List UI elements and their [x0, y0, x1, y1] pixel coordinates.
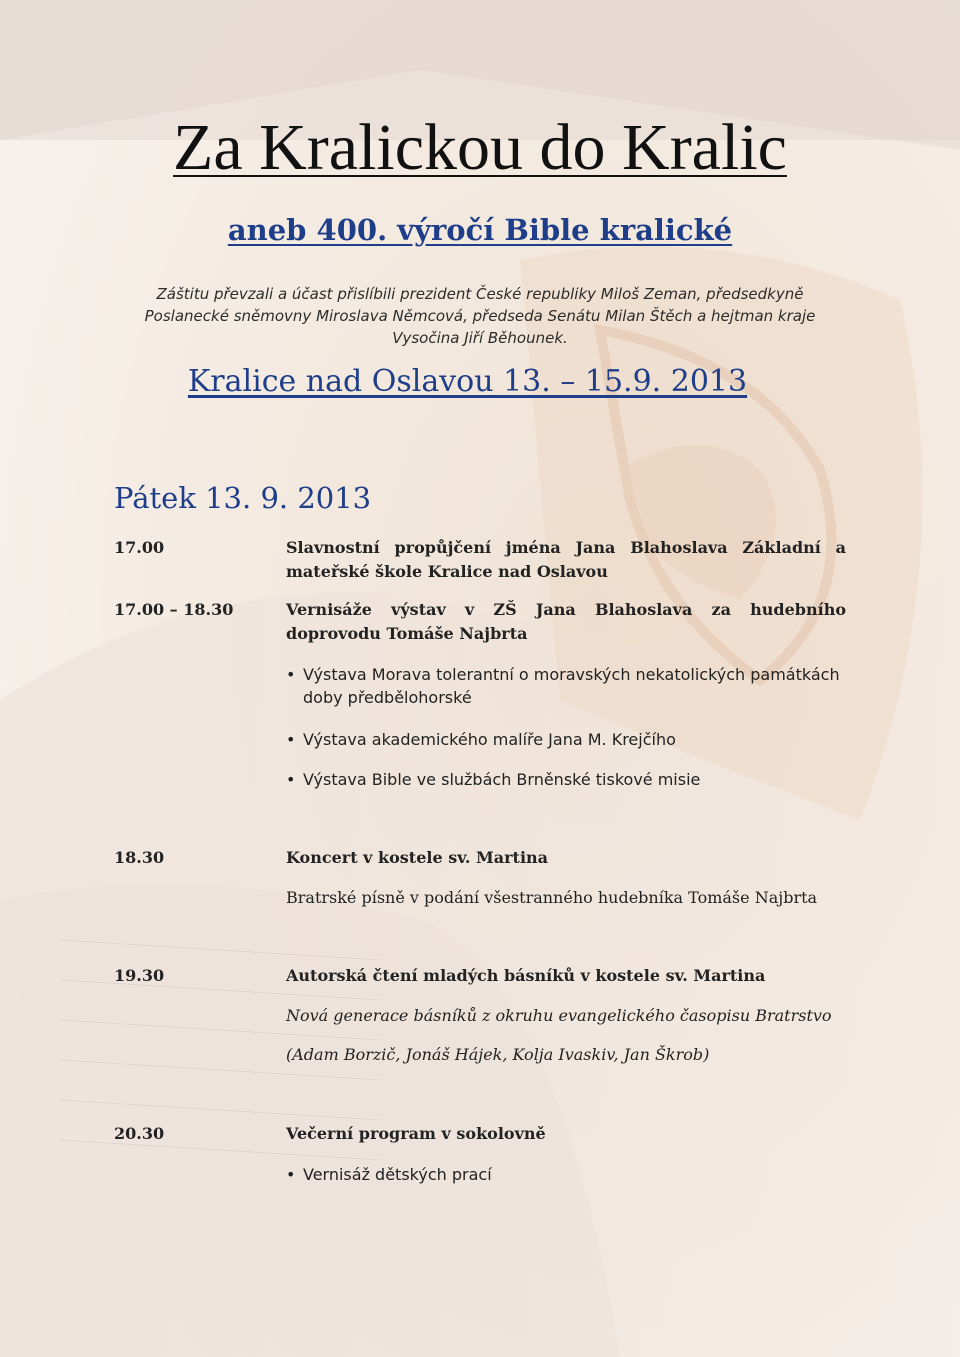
event-title: Slavnostní propůjčení jména Jana Blahoslava Základní a mateřské škole Kralice nad Oslavou	[286, 538, 846, 581]
patronage-statement: Záštitu převzali a účast přislíbili prezident České republiky Miloš Zeman, předsedkyně Poslanecké sněmovny Miroslava Němcová, předseda Senátu Milan Štěch a hejtman kraje Vysočina Jiří Běhounek.	[144, 285, 816, 347]
event-note: Bratrské písně v podání všestranného hudebníka Tomáše Najbrta	[286, 888, 818, 907]
poster-title: Za Kralickou do Kralic	[173, 111, 787, 184]
location-dates: Kralice nad Oslavou 13. – 15.9. 2013	[187, 364, 748, 399]
bullet-icon: •	[286, 665, 296, 684]
event-time: 19.30	[114, 966, 165, 985]
event-title: Autorská čtení mladých básníků v kostele sv. Martina	[286, 966, 766, 985]
event-note: Nová generace básníků z okruhu evangelického časopisu Bratrstvo	[286, 1006, 832, 1025]
event-title: Vernisáže výstav v ZŠ Jana Blahoslava za hudebního doprovodu Tomáše Najbrta	[286, 600, 846, 643]
event-time: 18.30	[114, 848, 165, 867]
list-item-text: Výstava Morava tolerantní o moravských nekatolických památkách doby předbělohorské	[303, 665, 840, 707]
bullet-icon: •	[286, 1165, 296, 1184]
list-item	[286, 1163, 846, 1186]
event-time: 20.30	[114, 1124, 165, 1143]
list-item-text: Výstava Bible ve službách Brněnské tiskové misie	[303, 770, 701, 789]
day-heading: Pátek 13. 9. 2013	[114, 481, 372, 515]
poster-subtitle: aneb 400. výročí Bible kralické	[227, 213, 733, 247]
event-title: Koncert v kostele sv. Martina	[286, 848, 549, 867]
event-time: 17.00	[114, 538, 165, 557]
event-performers: (Adam Borzič, Jonáš Hájek, Kolja Ivaskiv, Jan Škrob)	[286, 1045, 710, 1064]
list-item-text: Výstava akademického malíře Jana M. Krejčího	[303, 730, 676, 749]
list-item	[286, 663, 846, 709]
list-item	[286, 768, 846, 791]
event-time: 17.00 – 18.30	[114, 600, 234, 619]
bullet-icon: •	[286, 770, 296, 789]
list-item-text: Vernisáž dětských prací	[303, 1165, 492, 1184]
bullet-icon: •	[286, 730, 296, 749]
list-item	[286, 728, 846, 751]
event-title: Večerní program v sokolovně	[286, 1124, 546, 1143]
